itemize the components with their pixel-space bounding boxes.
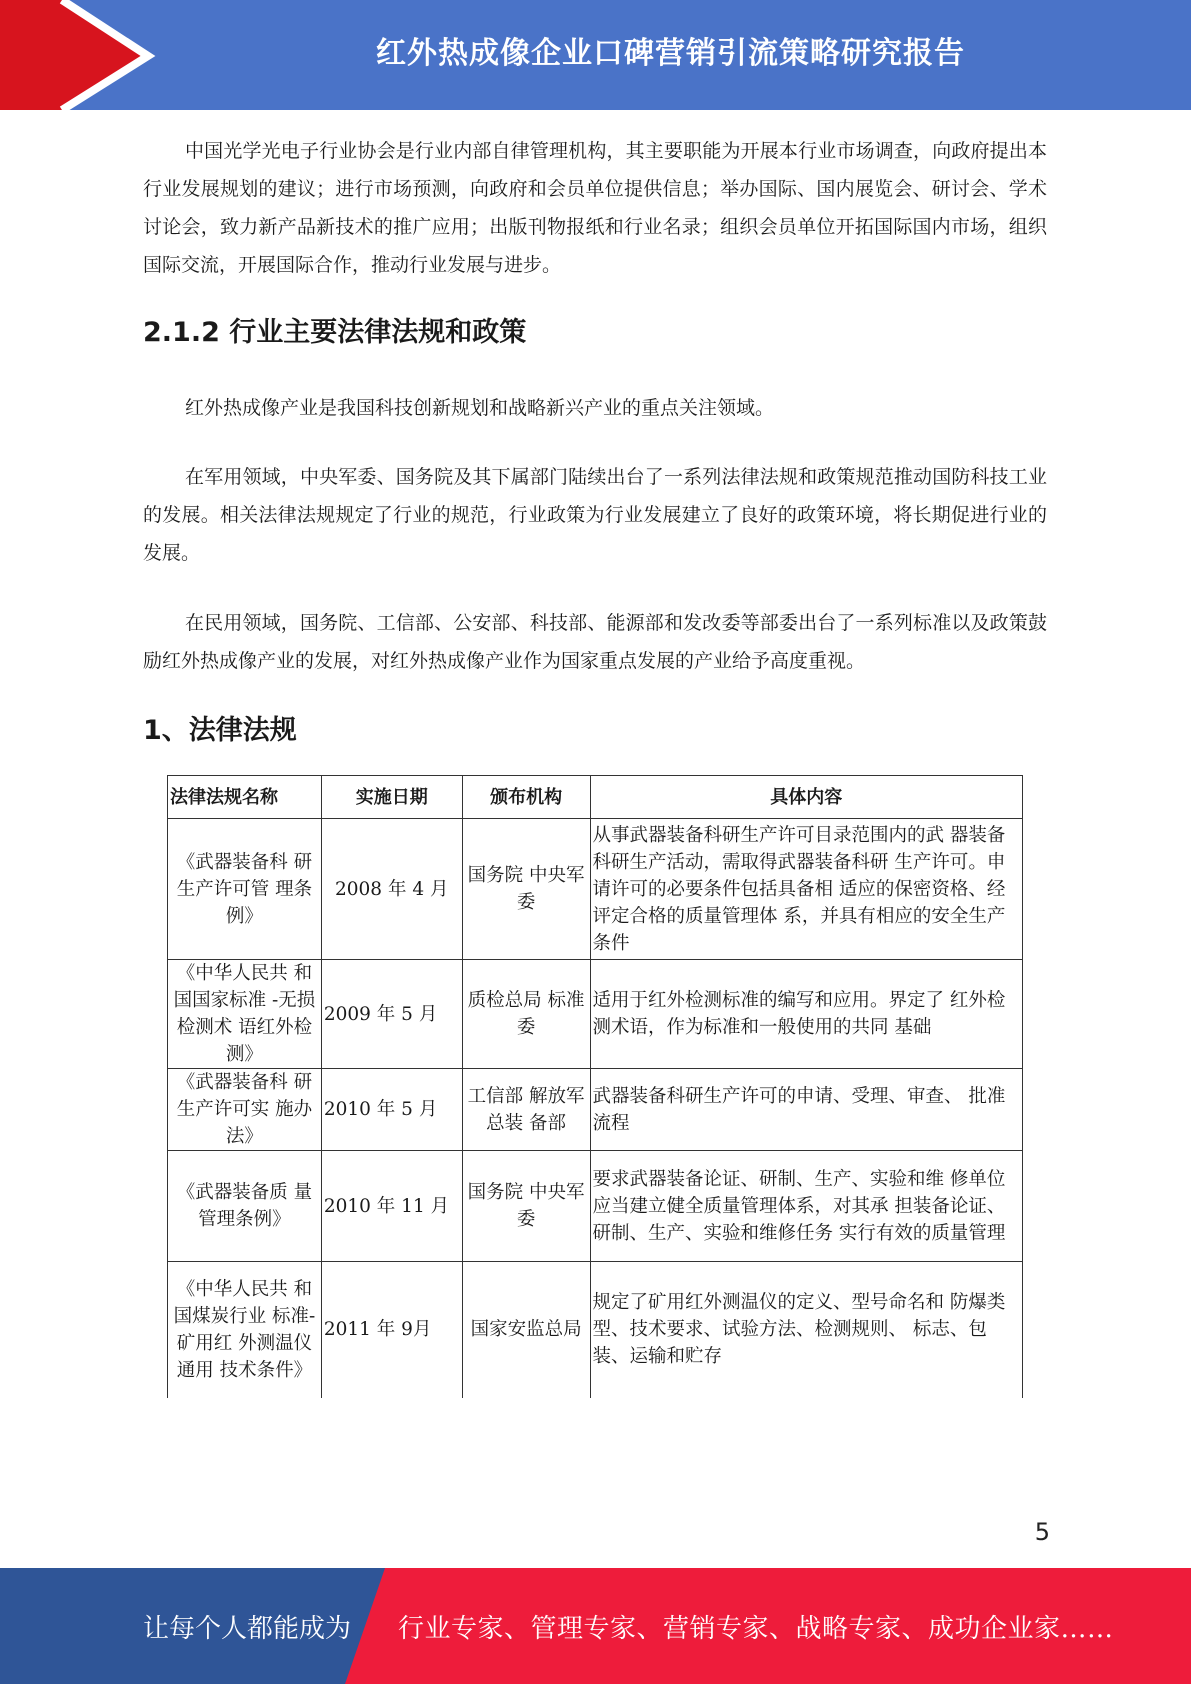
cell-content: 规定了矿用红外测温仪的定义、型号命名和 防爆类型、技术要求、试验方法、检测规则、 标志、包装、运输和贮存 xyxy=(590,1262,1022,1398)
paragraph-civilian: 在民用领域，国务院、工信部、公安部、科技部、能源部和发改委等部委出台了一系列标准以及政策鼓励红外热成像产业的发展，对红外热成像产业作为国家重点发展的产业给予高度重视。 xyxy=(143,612,1047,672)
header-date: 实施日期 xyxy=(321,776,462,819)
cell-agency: 质检总局 标准委 xyxy=(462,960,590,1069)
cell-content: 适用于红外检测标准的编写和应用。界定了 红外检测术语，作为标准和一般使用的共同 基础 xyxy=(590,960,1022,1069)
table-row xyxy=(168,819,1023,960)
paragraph-association: 中国光学光电子行业协会是行业内部自律管理机构，其主要职能为开展本行业市场调查，向政府提出本行业发展规划的建议；进行市场预测，向政府和会员单位提供信息；举办国际、国内展览会、研讨会、学术讨论会，致力新产品新技术的推广应用；出版刊物报纸和行业名录；组织会员单位开拓国际国内市场，组织国际交流，开展国际合作，推动行业发展与进步。 xyxy=(143,140,1047,276)
cell-date: 2010 年 5 月 xyxy=(321,1069,462,1151)
header-agency: 颁布机构 xyxy=(462,776,590,819)
footer-banner xyxy=(0,1568,1191,1684)
laws-table xyxy=(167,775,1023,1398)
header-banner xyxy=(0,0,1191,110)
cell-content: 武器装备科研生产许可的申请、受理、审查、 批准流程 xyxy=(590,1069,1022,1151)
cell-law-name: 《中华人民共 和国煤炭行业 标准-矿用红 外测温仪通用 技术条件》 xyxy=(168,1262,322,1398)
cell-content: 要求武器装备论证、研制、生产、实验和维 修单位应当建立健全质量管理体系，对其承 担装备论证、研制、生产、实验和维修任务 实行有效的质量管理 xyxy=(590,1151,1022,1262)
paragraph-military: 在军用领域，中央军委、国务院及其下属部门陆续出台了一系列法律法规和政策规范推动国防科技工业的发展。相关法律法规规定了行业的规范，行业政策为行业发展建立了良好的政策环境，将长期促进行业的发展。 xyxy=(143,466,1047,564)
header-content: 具体内容 xyxy=(590,776,1022,819)
cell-agency: 国务院 中央军委 xyxy=(462,819,590,960)
cell-law-name: 《中华人民共 和国国家标准 -无损检测术 语红外检测》 xyxy=(168,960,322,1069)
header-law-name: 法律法规名称 xyxy=(168,776,322,819)
table-row xyxy=(168,1151,1023,1262)
cell-content: 从事武器装备科研生产许可目录范围内的武 器装备科研生产活动，需取得武器装备科研 生产许可。申请许可的必要条件包括具备相 适应的保密资格、经评定合格的质量管理体 系，并具有相应的安全生产条件 xyxy=(590,819,1022,960)
cell-agency: 国家安监总局 xyxy=(462,1262,590,1398)
subsection-heading: 1、法律法规 xyxy=(143,715,297,746)
cell-agency: 工信部 解放军总装 备部 xyxy=(462,1069,590,1151)
cell-date: 2010 年 11 月 xyxy=(321,1151,462,1262)
table-header-row xyxy=(168,776,1023,819)
cell-law-name: 《武器装备科 研生产许可管 理条例》 xyxy=(168,819,322,960)
footer-slogan-right: 行业专家、管理专家、营销专家、战略专家、成功企业家…… xyxy=(398,1613,1114,1644)
cell-date: 2008 年 4 月 xyxy=(321,819,462,960)
cell-law-name: 《武器装备质 量管理条例》 xyxy=(168,1151,322,1262)
report-title: 红外热成像企业口碑营销引流策略研究报告 xyxy=(376,36,965,71)
paragraph-industry-focus: 红外热成像产业是我国科技创新规划和战略新兴产业的重点关注领域。 xyxy=(185,397,775,419)
cell-date: 2009 年 5 月 xyxy=(321,960,462,1069)
table-row xyxy=(168,1069,1023,1151)
cell-law-name: 《武器装备科 研生产许可实 施办法》 xyxy=(168,1069,322,1151)
table-row xyxy=(168,960,1023,1069)
page-number: 5 xyxy=(1034,1518,1050,1546)
table-row xyxy=(168,1262,1023,1398)
cell-date: 2011 年 9月 xyxy=(321,1262,462,1398)
cell-agency: 国务院 中央军委 xyxy=(462,1151,590,1262)
section-heading: 2.1.2 行业主要法律法规和政策 xyxy=(143,317,527,348)
footer-slogan-left: 让每个人都能成为 xyxy=(143,1613,352,1644)
